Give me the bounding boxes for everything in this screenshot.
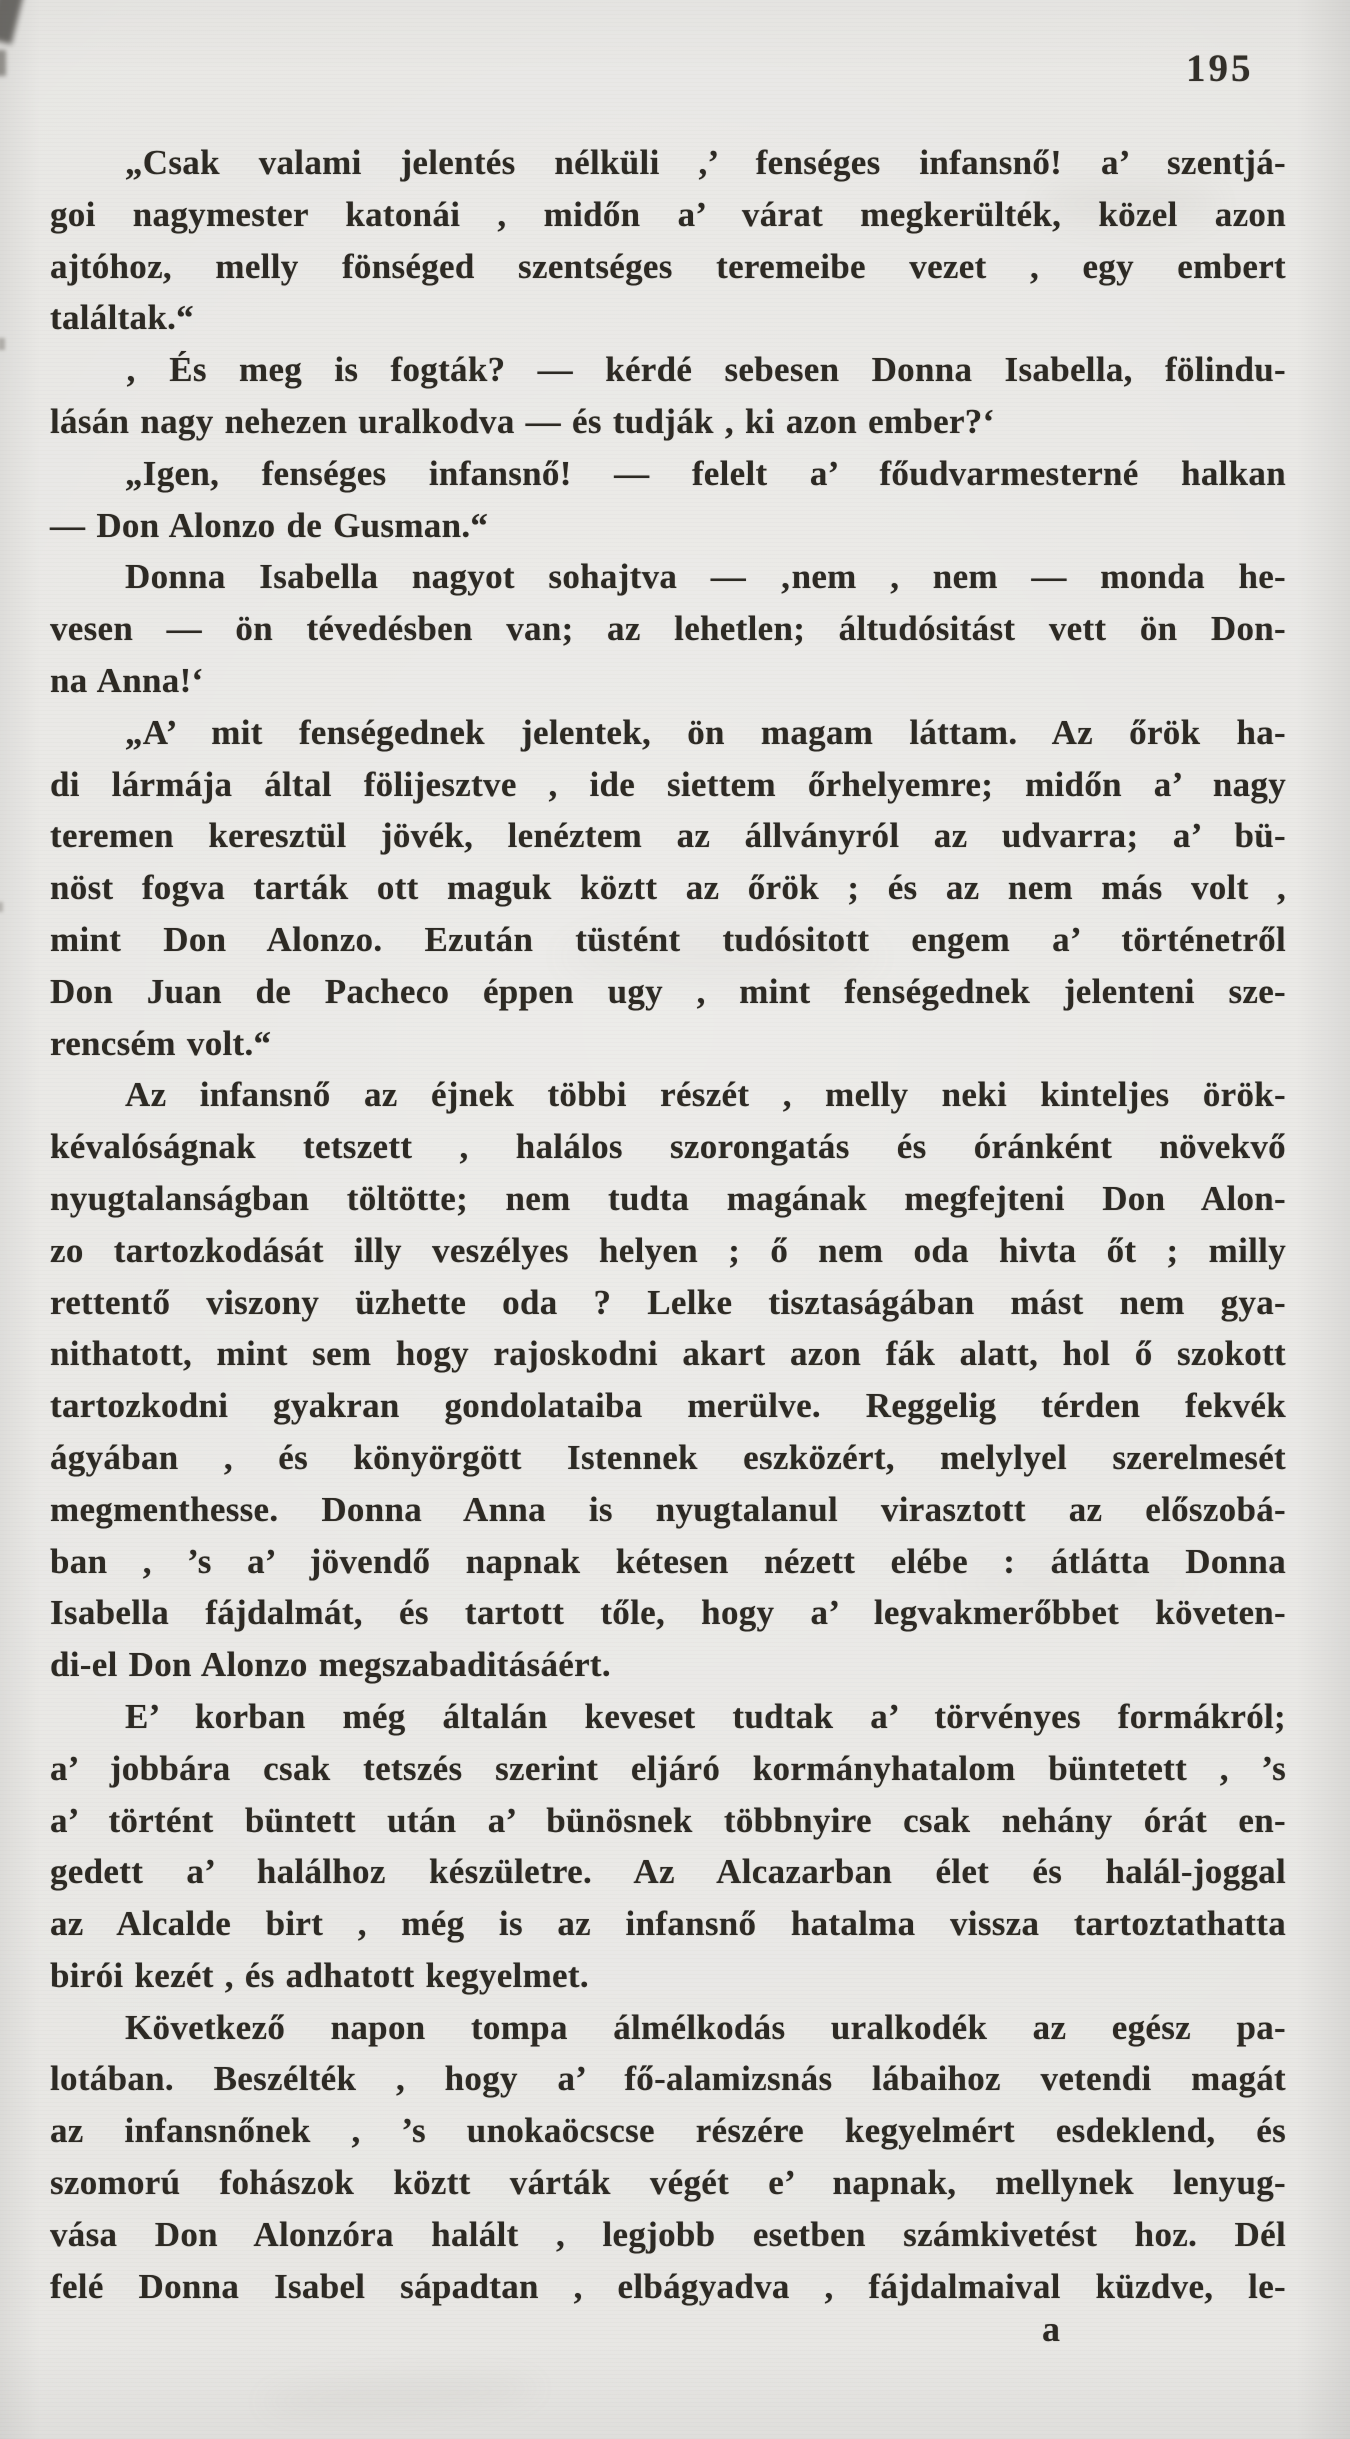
scan-speck-left-edge [0,338,5,350]
text-line: ajtóhoz, melly fönséged szentséges teremeibe vezet , egy embert [50,246,1286,286]
text-line: a’ történt büntett után a’ bünösnek többnyire csak nehány órát en- [50,1800,1286,1840]
text-line: ban , ’s a’ jövendő napnak kétesen nézett elébe : átlátta Donna [50,1541,1286,1581]
text-line: di lármája által fölijesztve , ide siettem őrhelyemre; midőn a’ nagy [50,764,1286,804]
scan-smudge-top-left-2 [0,50,6,76]
page-number: 195 [1186,47,1254,90]
scan-speck-left-edge-2 [0,902,3,912]
text-line: — Don Alonzo de Gusman.“ [50,505,489,545]
text-line: az Alcalde birt , még is az infansnő hatalma vissza tartoztathatta [50,1904,1286,1944]
text-line: megmenthesse. Donna Anna is nyugtalanul virasztott az előszobá- [50,1489,1286,1529]
text-line: „Csak valami jelentés nélküli ,’ fenséges infansnő! a’ szentjá- [125,143,1286,182]
text-line: lásán nagy nehezen uralkodva — és tudják , ki azon ember?‘ [50,401,995,441]
text-line: a’ jobbára csak tetszés szerint eljáró kormányhatalom büntetett , ’s [50,1748,1286,1788]
text-line: goi nagymester katonái , midőn a’ várat megkerülték, közel azon [50,194,1286,234]
text-line: tartozkodni gyakran gondolataiba merülve. Reggelig térden fekvék [50,1386,1286,1426]
text-line: teremen keresztül jövék, lenéztem az állványról az udvarra; a’ bü- [50,816,1286,856]
text-line: felé Donna Isabel sápadtan , elbágyadva , fájdalmaival küzdve, le- [50,2266,1286,2306]
text-line: lotában. Beszélték , hogy a’ fő-alamizsnás lábaihoz vetendi magát [50,2059,1286,2099]
text-line: rettentő viszony üzhette oda ? Lelke tisztaságában mást nem gya- [50,1282,1286,1322]
text-line: Donna Isabella nagyot sohajtva — ‚nem , nem — monda he- [125,557,1286,597]
text-line: vesen — ön tévedésben van; az lehetlen; áltudósitást vett ön Don- [50,609,1286,649]
text-line: kévalóságnak tetszett , halálos szorongatás és óránként növekvő [50,1127,1286,1167]
text-line: Az infansnő az éjnek többi részét , melly neki kinteljes örök- [125,1075,1286,1115]
text-line: birói kezét , és adhatott kegyelmet. [50,1955,589,1995]
text-line: ‚ És meg is fogták? — kérdé sebesen Donna Isabella, fölindu- [125,350,1286,390]
text-line: rencsém volt.“ [50,1023,272,1063]
ink-bleed-through [259,2371,540,2420]
text-line: nyugtalanságban töltötte; nem tudta magának megfejteni Don Alon- [50,1178,1286,1218]
scan-smudge-top-left [0,0,24,44]
text-line: Isabella fájdalmát, és tartott tőle, hogy a’ legvakmerőbbet követen- [50,1593,1286,1633]
text-block [50,137,1286,2312]
text-line: „Igen, fenséges infansnő! — felelt a’ főudvarmesterné halkan [125,453,1286,493]
text-line: na Anna!‘ [50,660,204,700]
text-line: Don Juan de Pacheco éppen ugy , mint fenségednek jelenteni sze- [50,971,1286,1011]
text-line: vása Don Alonzóra halált , legjobb esetben számkivetést hoz. Dél [50,2214,1286,2254]
text-line: di-el Don Alonzo megszabaditásáért. [50,1645,611,1685]
text-line: Következő napon tompa álmélkodás uralkodék az egész pa- [125,2007,1286,2047]
text-line: ágyában , és könyörgött Istennek eszközért, melylyel szerelmesét [50,1437,1286,1477]
text-line: gedett a’ halálhoz készületre. Az Alcazarban élet és halál-joggal [50,1852,1286,1892]
catchword: a [1042,2309,1060,2349]
text-line: „A’ mit fenségednek jelentek, ön magam láttam. Az őrök ha- [125,712,1286,752]
text-line: nöst fogva tarták ott maguk köztt az őrök ; és az nem más volt , [50,868,1286,908]
text-line: zo tartozkodását illy veszélyes helyen ; ő nem oda hivta őt ; milly [50,1230,1286,1270]
text-line: E’ korban még általán keveset tudtak a’ törvényes formákról; [125,1696,1286,1736]
text-line: találtak.“ [50,298,194,338]
text-line: szomorú fohászok köztt várták végét e’ napnak, mellynek lenyug- [50,2163,1286,2203]
text-line: az infansnőnek , ’s unokaöcscse részére kegyelmért esdeklend, és [50,2111,1286,2151]
text-line: mint Don Alonzo. Ezután tüstént tudósitott engem a’ történetről [50,919,1286,959]
text-line: nithatott, mint sem hogy rajoskodni akart azon fák alatt, hol ő szokott [50,1334,1286,1374]
